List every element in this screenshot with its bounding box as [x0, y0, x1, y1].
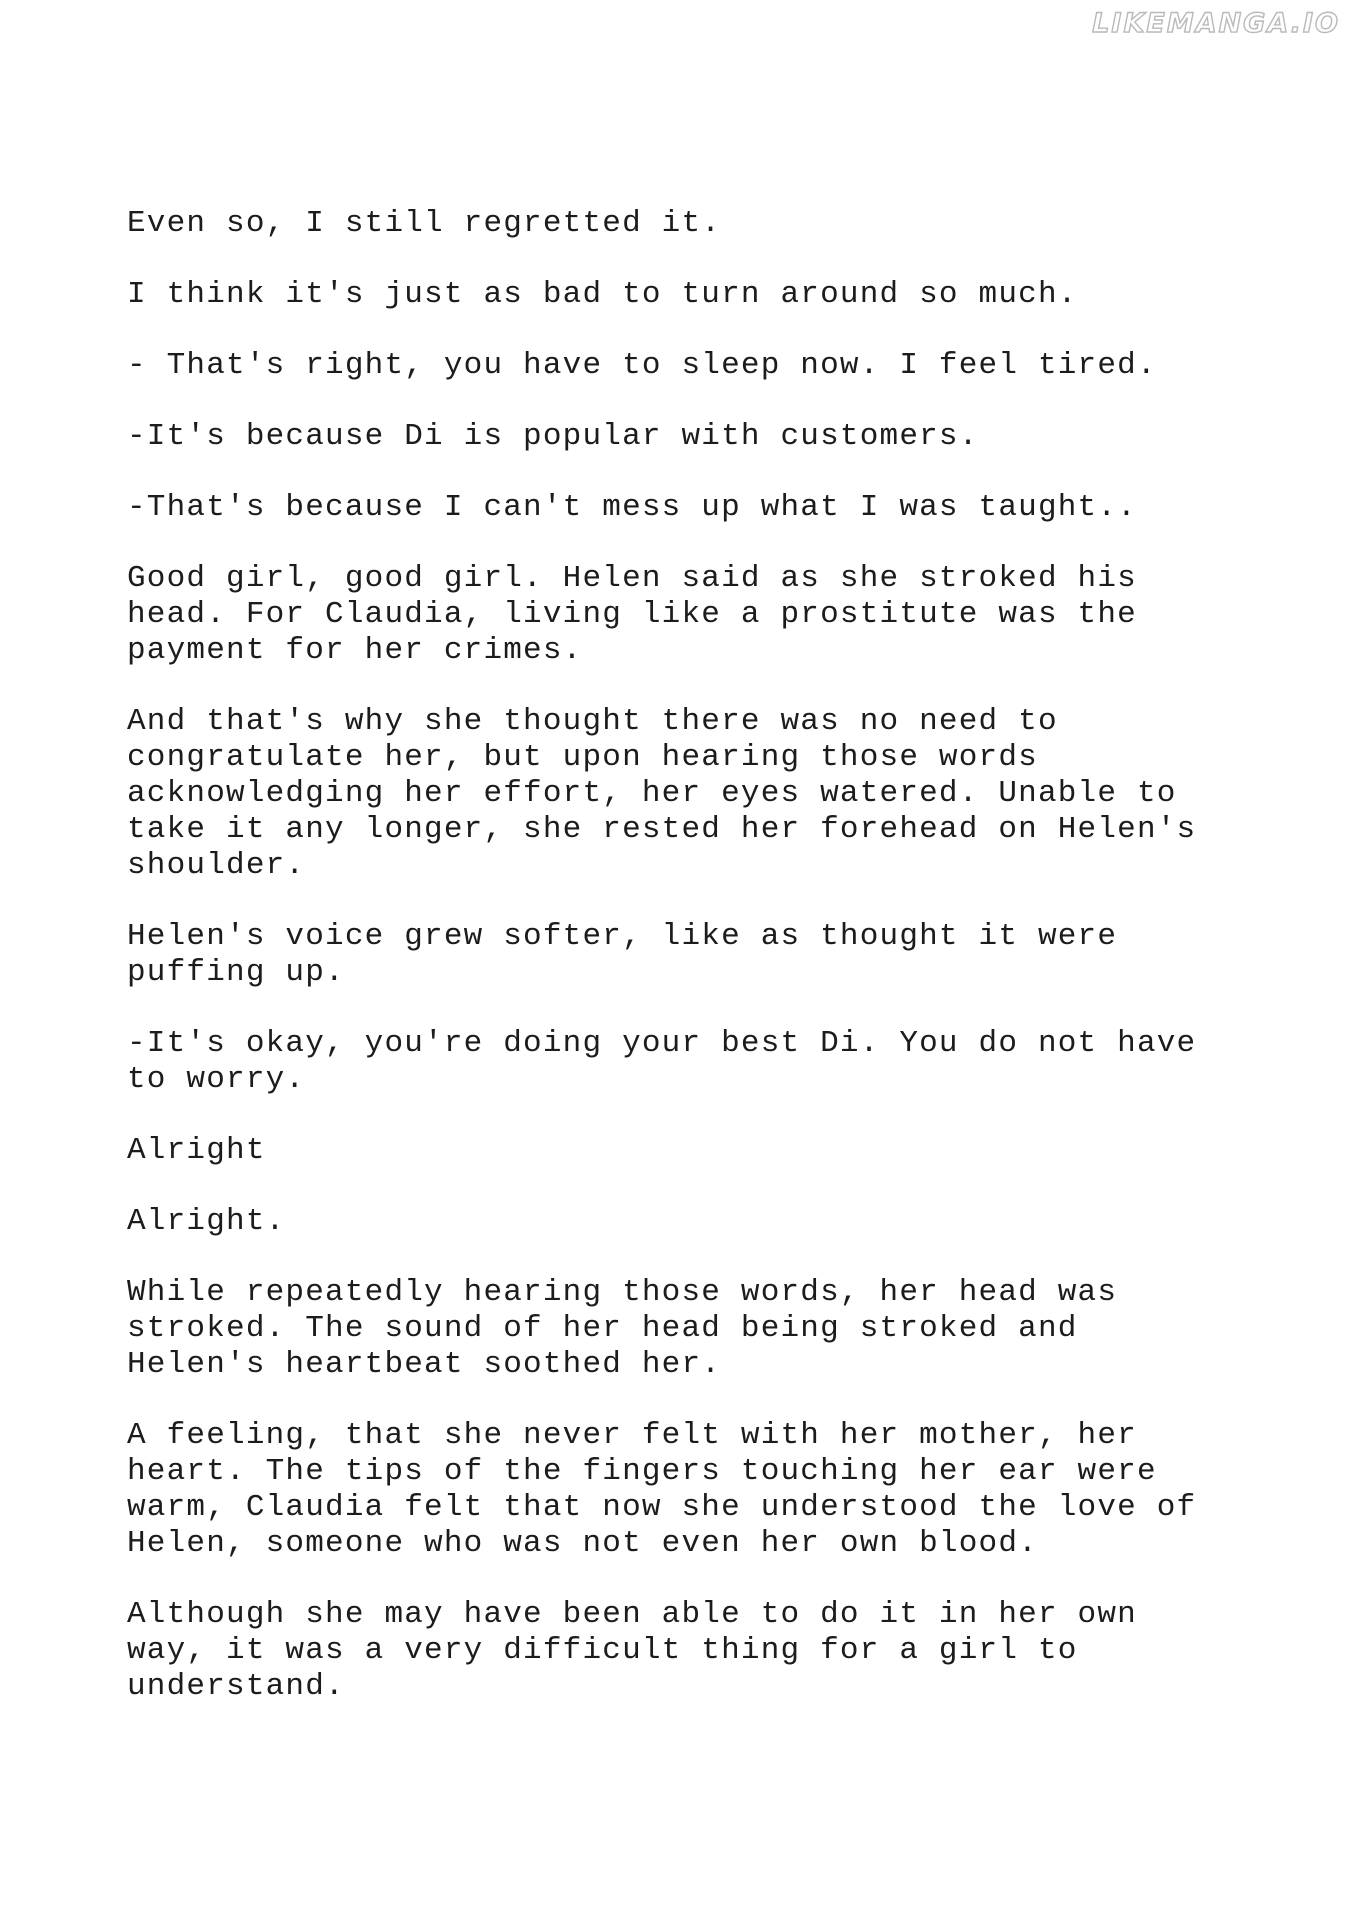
paragraph: -That's because I can't mess up what I was taught..: [127, 490, 1137, 525]
paragraph: -It's because Di is popular with customers.: [127, 419, 979, 454]
paragraph: Helen's voice grew softer, like as thought it were puffing up.: [127, 919, 1118, 990]
paragraph: Alright: [127, 1133, 266, 1168]
paragraph: - That's right, you have to sleep now. I feel tired.: [127, 348, 1157, 383]
paragraph: A feeling, that she never felt with her mother, her heart. The tips of the fingers touching her ear were warm, Claudia felt that now she understood the love of Helen, someone who was not even her own blood.: [127, 1418, 1197, 1561]
paragraph: Alright.: [127, 1204, 286, 1239]
document-body: [127, 206, 1227, 1740]
paragraph: I think it's just as bad to turn around so much.: [127, 277, 1078, 312]
paragraph: -It's okay, you're doing your best Di. You do not have to worry.: [127, 1026, 1197, 1097]
paragraph: Even so, I still regretted it.: [127, 206, 722, 241]
paragraph: While repeatedly hearing those words, her head was stroked. The sound of her head being stroked and Helen's heartbeat soothed her.: [127, 1275, 1118, 1382]
paragraph: And that's why she thought there was no need to congratulate her, but upon hearing those words acknowledging her effort, her eyes watered. Unable to take it any longer, she rested her forehead on Helen's shoulder.: [127, 704, 1197, 883]
paragraph: Although she may have been able to do it in her own way, it was a very difficult thing for a girl to understand.: [127, 1597, 1137, 1704]
paragraph: Good girl, good girl. Helen said as she stroked his head. For Claudia, living like a prostitute was the payment for her crimes.: [127, 561, 1137, 668]
site-watermark: LIKEMANGA.IO: [1092, 8, 1340, 39]
